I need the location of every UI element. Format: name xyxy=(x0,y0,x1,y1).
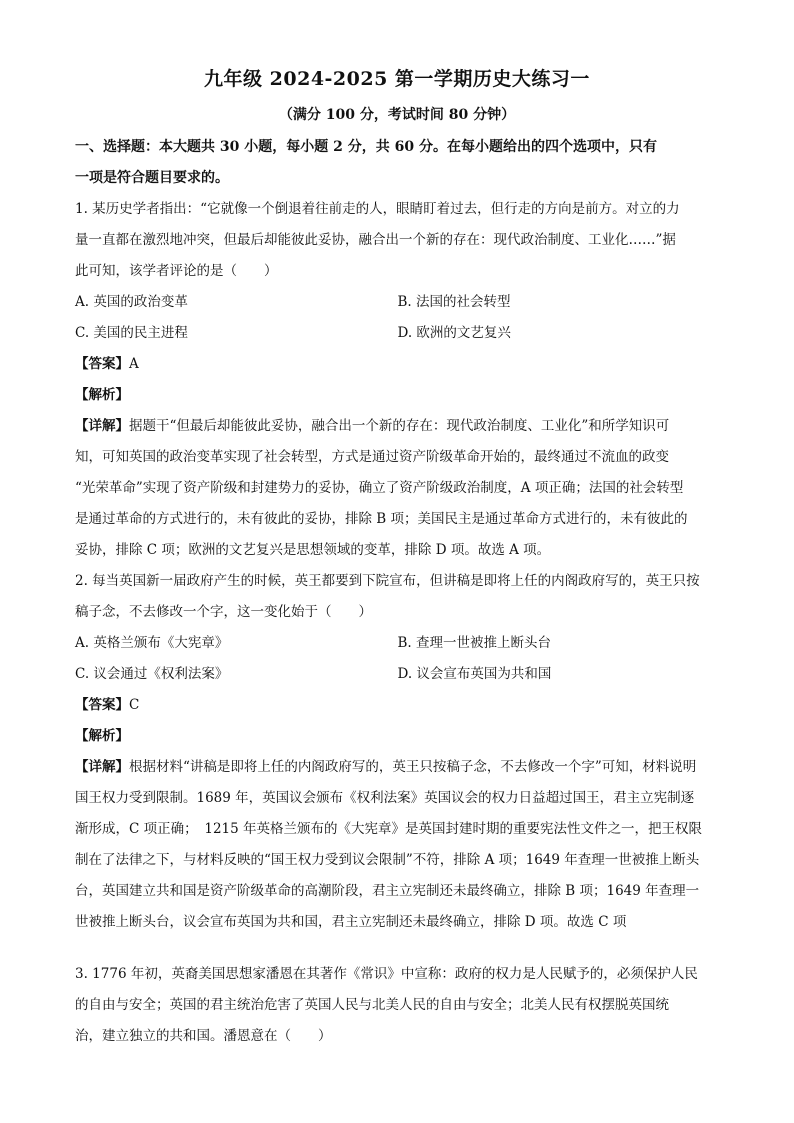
options-row xyxy=(75,628,720,659)
option-a: A. 英国的政治变革 xyxy=(75,294,188,310)
detail-line: 是通过革命的方式进行的，未有彼此的妥协，排除 B 项；美国民主是通过革命方式进行的，未有彼此的 xyxy=(75,511,688,527)
spacer xyxy=(75,938,720,959)
detail-text: 根据材料“讲稿是即将上任的内阁政府写的，英王只按稿子念，不去修改一个字”可知，材料说明 xyxy=(129,759,697,775)
answer-label: 【答案】 xyxy=(75,697,129,713)
detail-line: 国王权力受到限制。1689 年，英国议会颁布《权利法案》英国议会的权力日益超过国王，君主立宪制逐 xyxy=(75,790,695,806)
answer-value: C xyxy=(129,697,140,713)
question-stem-line: 治，建立独立的共和国。潘恩意在（ ） xyxy=(75,1028,332,1044)
option-b: B. 查理一世被推上断头台 xyxy=(397,635,552,651)
detail-label: 【详解】 xyxy=(75,759,129,775)
analysis-label: 【解析】 xyxy=(75,728,129,744)
answer-line xyxy=(75,349,720,380)
question-stem-line: 稿子念，不去修改一个字，这一变化始于（ ） xyxy=(75,604,372,620)
detail-line xyxy=(75,411,720,442)
section-heading-line: 一、选择题：本大题共 30 小题，每小题 2 分，共 60 分。在每小题给出的四个选项中，只有 xyxy=(75,139,657,155)
question-3 xyxy=(75,959,720,1052)
question-stem-line: 量一直都在激烈地冲突，但最后却能彼此妥协，融合出一个新的存在：现代政治制度、工业化……”据 xyxy=(75,232,676,248)
question-stem-line: 2. 每当英国新一届政府产生的时候，英王都要到下院宣布，但讲稿是即将上任的内阁政府写的，英王只按 xyxy=(75,573,700,589)
detail-line xyxy=(75,752,720,783)
options-row xyxy=(75,287,720,318)
option-b: B. 法国的社会转型 xyxy=(397,294,511,310)
answer-line xyxy=(75,690,720,721)
question-stem-line: 的自由与安全；英国的君主统治危害了英国人民与北美人民的自由与安全；北美人民有权摆脱英国统 xyxy=(75,997,669,1013)
section-heading-line: 一项是符合题目要求的。 xyxy=(75,170,229,186)
question-stem-line: 3. 1776 年初，英裔美国思想家潘恩在其著作《常识》中宣称：政府的权力是人民赋予的，必须保护人民 xyxy=(75,966,698,982)
question-stem-line: 此可知，该学者评论的是（ ） xyxy=(75,263,278,279)
question-stem-line: 1. 某历史学者指出：“它就像一个倒退着往前走的人，眼睛盯着过去，但行走的方向是前方。对立的力 xyxy=(75,201,680,217)
options-row xyxy=(75,659,720,690)
options-row xyxy=(75,318,720,349)
option-c: C. 美国的民主进程 xyxy=(75,325,188,341)
question-2 xyxy=(75,566,720,938)
question-1 xyxy=(75,194,720,566)
option-c: C. 议会通过《权利法案》 xyxy=(75,666,229,682)
detail-line: 世被推上断头台，议会宣布英国为共和国，君主立宪制还未最终确立，排除 D 项。故选 C 项 xyxy=(75,914,627,930)
detail-line: 台，英国建立共和国是资产阶级革命的高潮阶段，君主立宪制还未最终确立，排除 B 项；1649 年查理一 xyxy=(75,883,700,899)
detail-line: “光荣革命”实现了资产阶级和封建势力的妥协，确立了资产阶级政治制度，A 项正确；法国的社会转型 xyxy=(75,480,684,496)
detail-line: 妥协，排除 C 项；欧洲的文艺复兴是思想领域的变革，排除 D 项。故选 A 项。 xyxy=(75,542,551,558)
analysis-label: 【解析】 xyxy=(75,387,129,403)
detail-line: 渐形成，C 项正确； 1215 年英格兰颁布的《大宪章》是英国封建时期的重要宪法性文件之一，把王权限 xyxy=(75,821,703,837)
detail-line: 制在了法律之下，与材料反映的“国王权力受到议会限制”不符，排除 A 项；1649 年查理一世被推上断头 xyxy=(75,852,700,868)
option-d: D. 欧洲的文艺复兴 xyxy=(397,325,511,341)
answer-label: 【答案】 xyxy=(75,356,129,372)
option-d: D. 议会宣布英国为共和国 xyxy=(397,666,552,682)
page-subtitle: （满分 100 分，考试时间 80 分钟） xyxy=(278,107,516,123)
option-a: A. 英格兰颁布《大宪章》 xyxy=(75,635,229,651)
answer-value: A xyxy=(129,356,139,372)
detail-text: 据题干“但最后却能彼此妥协，融合出一个新的存在：现代政治制度、工业化”和所学知识可 xyxy=(129,418,670,434)
document-body xyxy=(75,132,720,1052)
detail-label: 【详解】 xyxy=(75,418,129,434)
page-title: 九年级 2024-2025 第一学期历史大练习一 xyxy=(204,68,590,90)
detail-line: 知，可知英国的政治变革实现了社会转型，方式是通过资产阶级革命开始的，最终通过不流血的政变 xyxy=(75,449,669,465)
